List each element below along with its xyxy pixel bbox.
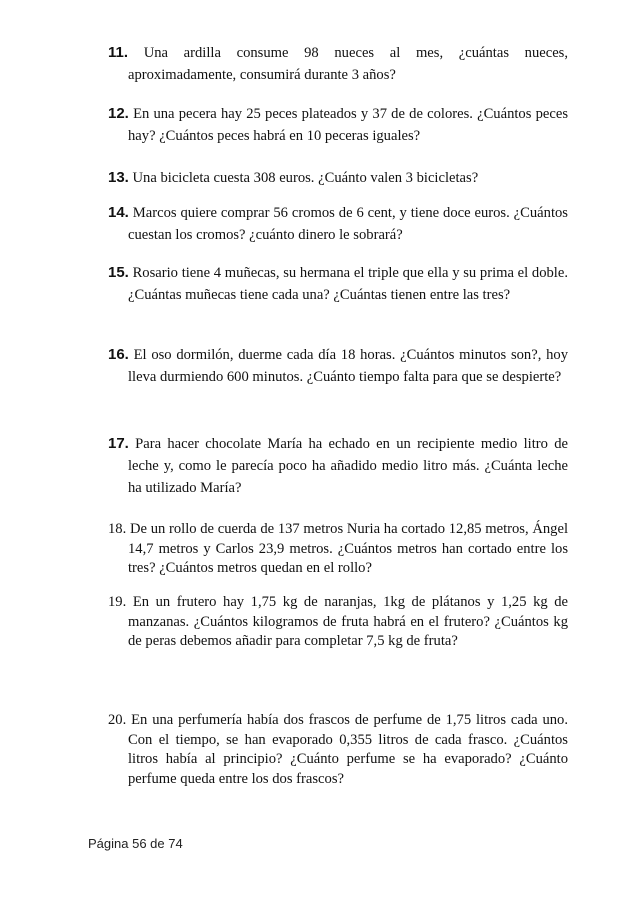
problem-16 [108, 344, 568, 388]
problem-13 [108, 167, 568, 189]
problem-number: 18. [108, 521, 127, 537]
problem-14 [108, 202, 568, 246]
problem-20 [108, 711, 568, 789]
problem-number: 14. [108, 204, 129, 221]
page-number-footer: Página 56 de 74 [88, 836, 183, 851]
problem-text: Una ardilla consume 98 nueces al mes, ¿cuántas nueces, aproximadamente, consumirá durante 3 años? [128, 45, 569, 83]
problem-17 [108, 433, 568, 499]
problem-number: 20. [108, 712, 127, 728]
problem-text: En una perfumería había dos frascos de perfume de 1,75 litros cada uno. Con el tiempo, se han evaporado 0,355 litros de cada frasco. ¿Cuántos litros había al principio? ¿Cuánto perfume se ha evaporado? ¿Cuánto perfume queda entre los dos frascos? [128, 712, 568, 787]
problem-12 [108, 103, 568, 147]
problem-text: Marcos quiere comprar 56 cromos de 6 cent, y tiene doce euros. ¿Cuántos cuestan los cromos? ¿cuánto dinero le sobrará? [128, 205, 568, 243]
problem-18 [108, 520, 568, 579]
problem-number: 11. [108, 44, 129, 61]
problem-number: 12. [108, 105, 129, 122]
problem-number: 19. [108, 594, 127, 610]
problem-text: En una pecera hay 25 peces plateados y 37 de de colores. ¿Cuántos peces hay? ¿Cuántos peces habrá en 10 peceras iguales? [128, 106, 568, 144]
problem-text: Rosario tiene 4 muñecas, su hermana el triple que ella y su prima el doble. ¿Cuántas muñecas tiene cada una? ¿Cuántas tienen entre las tres? [128, 265, 568, 303]
problem-19 [108, 593, 568, 652]
problem-11 [108, 42, 568, 86]
problem-number: 13. [108, 169, 129, 186]
problem-text: Para hacer chocolate María ha echado en un recipiente medio litro de leche y, como le parecía poco ha añadido medio litro más. ¿Cuánta leche ha utilizado María? [128, 436, 568, 496]
problem-text: De un rollo de cuerda de 137 metros Nuria ha cortado 12,85 metros, Ángel 14,7 metros y Carlos 23,9 metros. ¿Cuántos metros han cortado entre los tres? ¿Cuántos metros quedan en el rollo? [128, 521, 569, 576]
problem-number: 17. [108, 435, 129, 452]
problem-text: Una bicicleta cuesta 308 euros. ¿Cuánto valen 3 bicicletas? [132, 170, 479, 186]
problem-number: 16. [108, 346, 129, 363]
problem-text: En un frutero hay 1,75 kg de naranjas, 1kg de plátanos y 1,25 kg de manzanas. ¿Cuántos kilogramos de fruta habrá en el frutero? ¿Cuántos kg de peras debemos añadir para completar 7,5 kg de fruta? [128, 594, 568, 649]
problem-text: El oso dormilón, duerme cada día 18 horas. ¿Cuántos minutos son?, hoy lleva durmiendo 600 minutos. ¿Cuánto tiempo falta para que se despierte? [128, 347, 568, 385]
problem-number: 15. [108, 264, 129, 281]
problem-15 [108, 262, 568, 306]
